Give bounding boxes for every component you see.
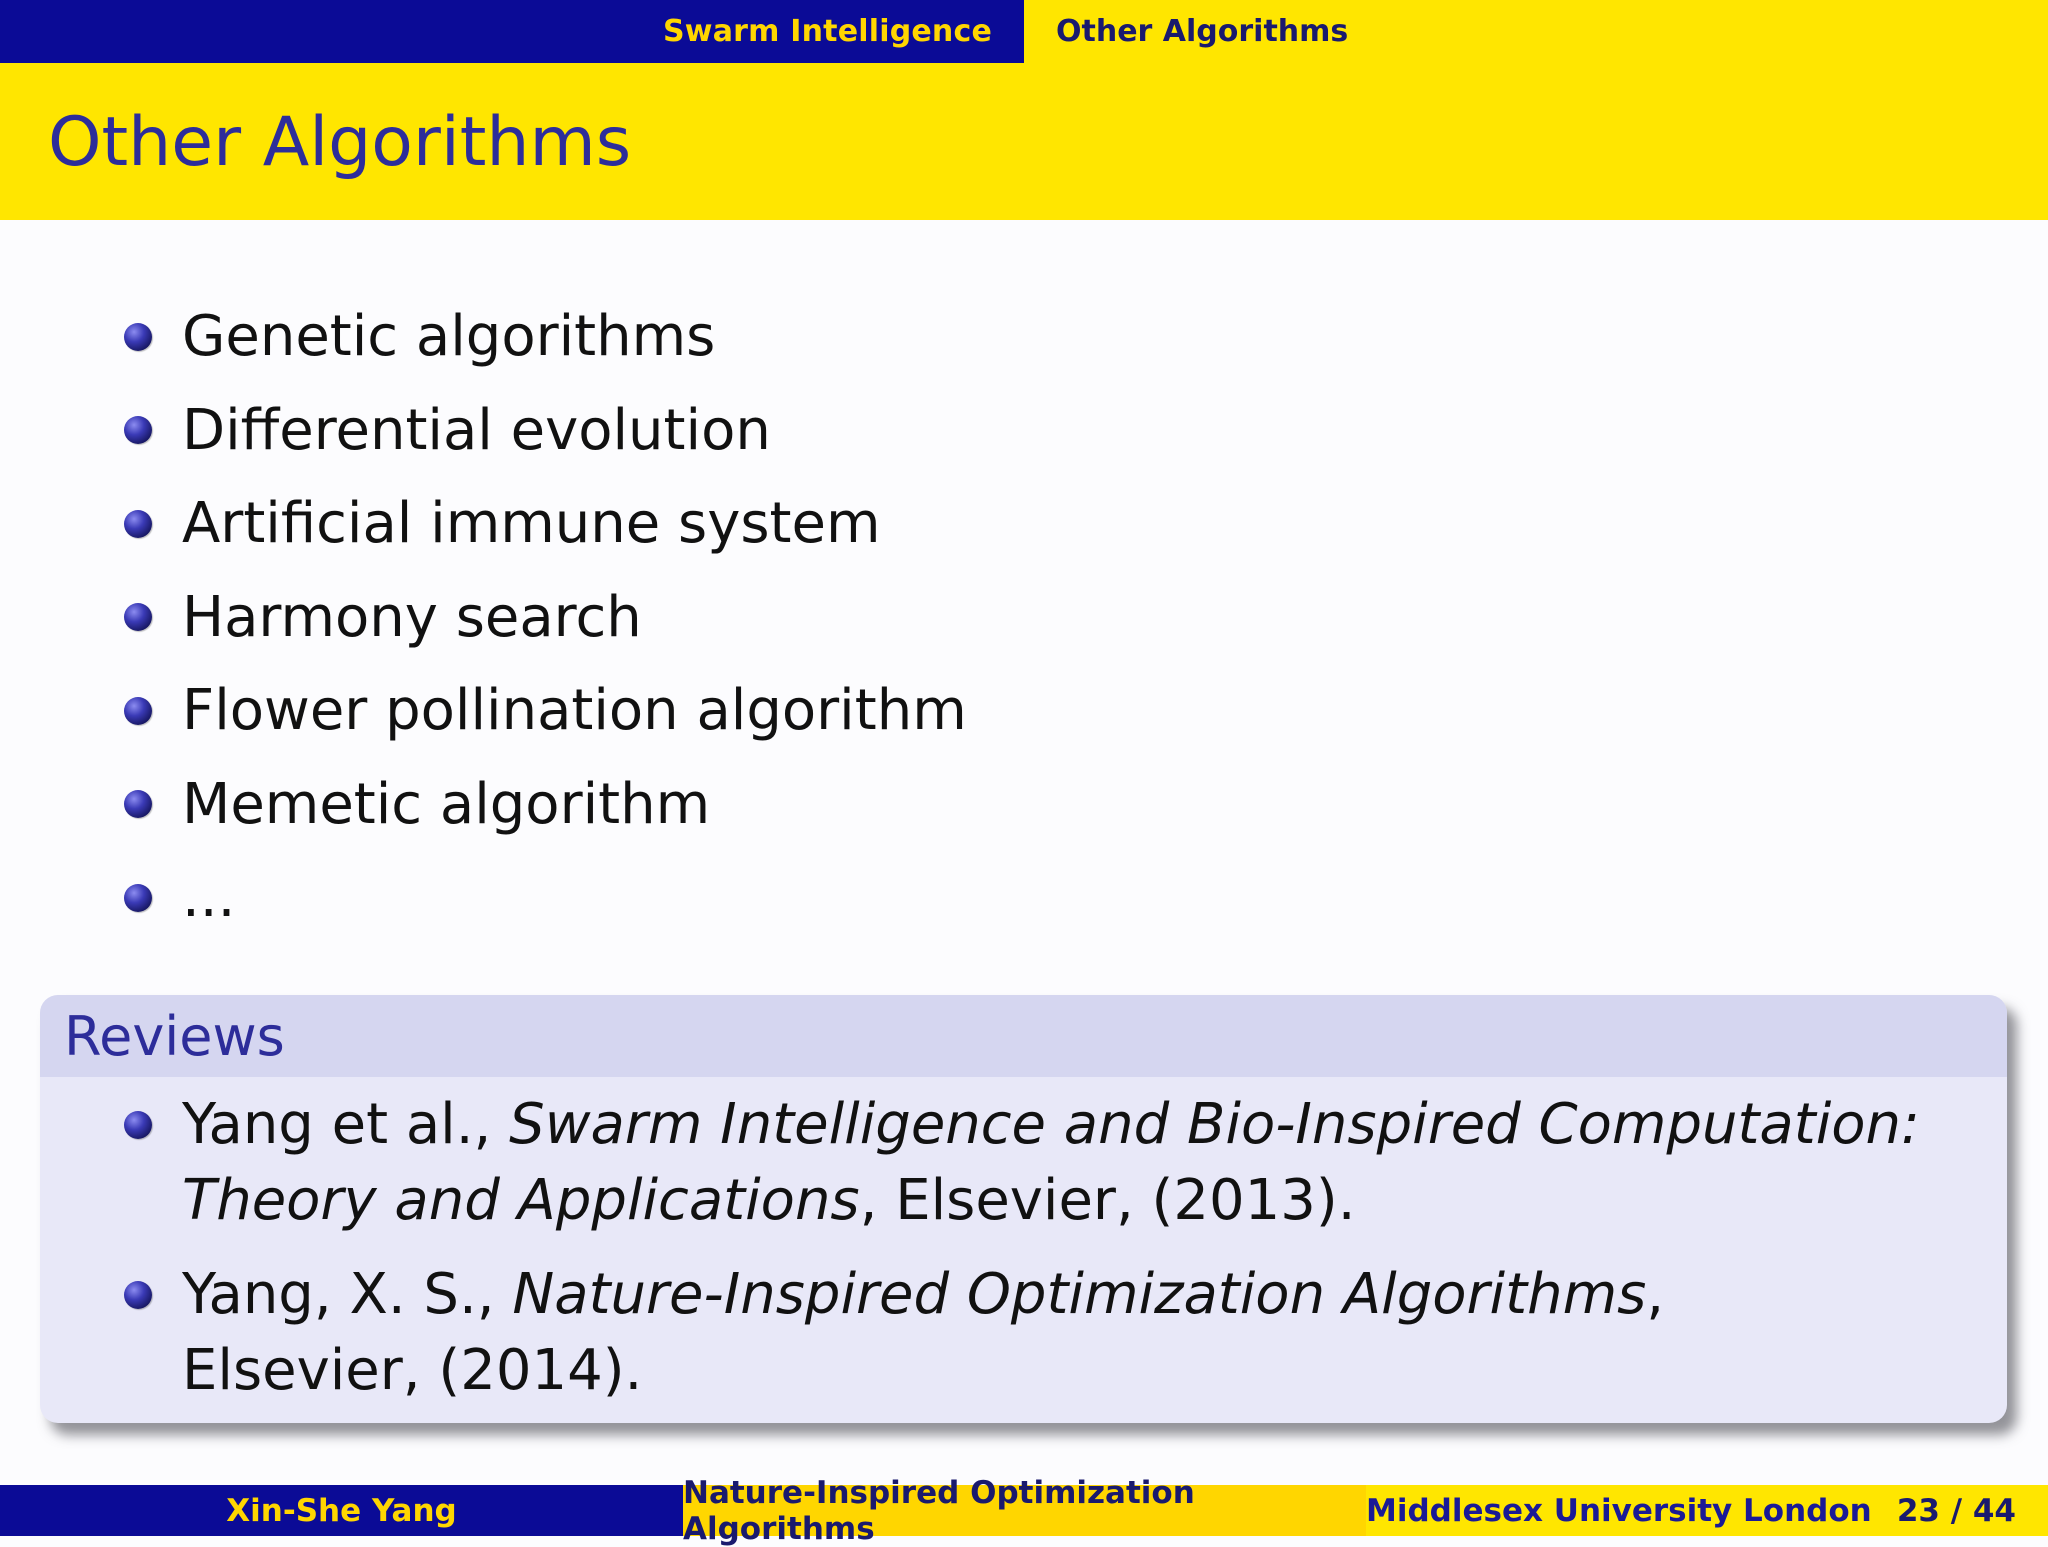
reviews-block-header [40,995,2007,1077]
algorithm-list [120,290,967,945]
nav-section-link[interactable]: Swarm Intelligence [662,14,992,49]
navigation-bar [0,0,2048,63]
list-item [120,290,967,384]
reference-item [120,1087,1920,1239]
reference-text [182,1087,1920,1239]
reference-work-title: Swarm Intelligence and Bio-Inspired Computation: Theory and Applications [182,1092,1920,1233]
bullet-icon [124,416,152,444]
reference-item [120,1257,1920,1409]
list-item [120,384,967,478]
footer-author: Xin-She Yang [0,1485,683,1536]
bullet-icon [124,1281,152,1309]
list-item-text: Differential evolution [182,397,771,463]
list-item-text: ... [182,865,236,931]
footer-institute: Middlesex University London [1366,1492,1872,1529]
bullet-icon [124,323,152,351]
frame-title: Other Algorithms [48,103,632,182]
bullet-icon [124,790,152,818]
footer-institute-panel [1366,1485,2048,1536]
reference-list [120,1077,1920,1409]
list-item [120,571,967,665]
reference-authors: Yang, X. S., [182,1262,513,1327]
list-item-text: Artificial immune system [182,491,881,557]
list-item [120,851,967,945]
reviews-block [40,995,2007,1423]
page-number: 23 / 44 [1896,1492,2016,1529]
reviews-title: Reviews [64,1004,285,1068]
frame-title-band [0,63,2048,220]
footer-title: Nature-Inspired Optimization Algorithms [683,1485,1366,1536]
bullet-icon [124,884,152,912]
footer-bar [0,1474,2048,1547]
list-item [120,758,967,852]
reference-authors: Yang et al., [182,1092,510,1157]
list-item [120,664,967,758]
nav-section-panel [0,0,1024,63]
list-item [120,477,967,571]
list-item-text: Genetic algorithms [182,304,716,370]
reference-publisher: , Elsevier, (2014). [182,1262,1665,1403]
reference-text [182,1257,1920,1409]
list-item-text: Harmony search [182,584,642,650]
bullet-icon [124,510,152,538]
list-item-text: Flower pollination algorithm [182,678,967,744]
bullet-icon [124,603,152,631]
bullet-icon [124,1111,152,1139]
list-item-text: Memetic algorithm [182,771,711,837]
nav-subsection-link[interactable]: Other Algorithms [1056,14,1349,49]
bullet-icon [124,697,152,725]
nav-subsection-panel [1024,0,2048,63]
reference-work-title: Nature-Inspired Optimization Algorithms [512,1262,1647,1327]
reference-publisher: , Elsevier, (2013). [859,1168,1356,1233]
